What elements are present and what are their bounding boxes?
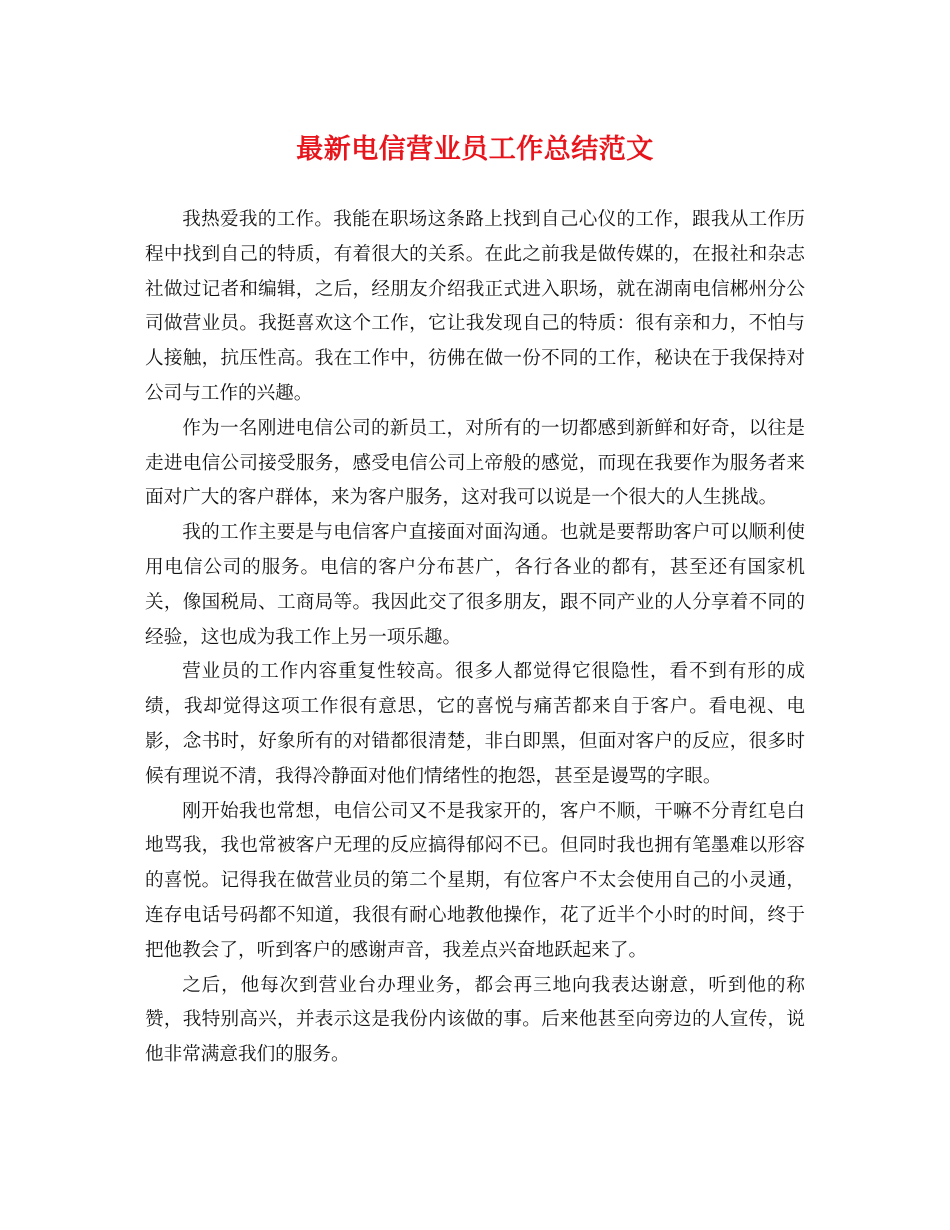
paragraph-5: 刚开始我也常想，电信公司又不是我家开的，客户不顺，干嘛不分青红皂白地骂我，我也常被客户无理的反应搞得郁闷不已。但同时我也拥有笔墨难以形容的喜悦。记得我在做营业员的第二个星期，有位客户不太会使用自己的小灵通，连存电话号码都不知道，我很有耐心地教他操作，花了近半个小时的时间，终于把他教会了，听到客户的感谢声音，我差点兴奋地跃起来了。 — [145, 800, 805, 961]
document-title: 最新电信营业员工作总结范文 — [296, 134, 654, 165]
paragraph-1: 我热爱我的工作。我能在职场这条路上找到自己心仪的工作，跟我从工作历程中找到自己的特质，有着很大的关系。在此之前我是做传媒的，在报社和杂志社做过记者和编辑，之后，经朋友介绍我正式进入职场，就在湖南电信郴州分公司做营业员。我挺喜欢这个工作，它让我发现自己的特质：很有亲和力，不怕与人接触，抗压性高。我在工作中，彷佛在做一份不同的工作，秘诀在于我保持对公司与工作的兴趣。 — [145, 209, 805, 404]
document-body — [145, 203, 805, 1073]
paragraph-2: 作为一名刚进电信公司的新员工，对所有的一切都感到新鲜和好奇，以往是走进电信公司接受服务，感受电信公司上帝般的感觉，而现在我要作为服务者来面对广大的客户群体，来为客户服务，这对我可以说是一个很大的人生挑战。 — [145, 417, 805, 509]
paragraph-6: 之后，他每次到营业台办理业务，都会再三地向我表达谢意，听到他的称赞，我特别高兴，并表示这是我份内该做的事。后来他甚至向旁边的人宣传，说他非常满意我们的服务。 — [145, 974, 805, 1066]
paragraph-3: 我的工作主要是与电信客户直接面对面沟通。也就是要帮助客户可以顺利使用电信公司的服务。电信的客户分布甚广，各行各业的都有，甚至还有国家机关，像国税局、工商局等。我因此交了很多朋友，跟不同产业的人分享着不同的经验，这也成为我工作上另一项乐趣。 — [145, 522, 805, 648]
paragraph-4: 营业员的工作内容重复性较高。很多人都觉得它很隐性，看不到有形的成绩，我却觉得这项工作很有意思，它的喜悦与痛苦都来自于客户。看电视、电影，念书时，好象所有的对错都很清楚，非白即黑，但面对客户的反应，很多时候有理说不清，我得冷静面对他们情绪性的抱怨，甚至是谩骂的字眼。 — [145, 661, 805, 787]
